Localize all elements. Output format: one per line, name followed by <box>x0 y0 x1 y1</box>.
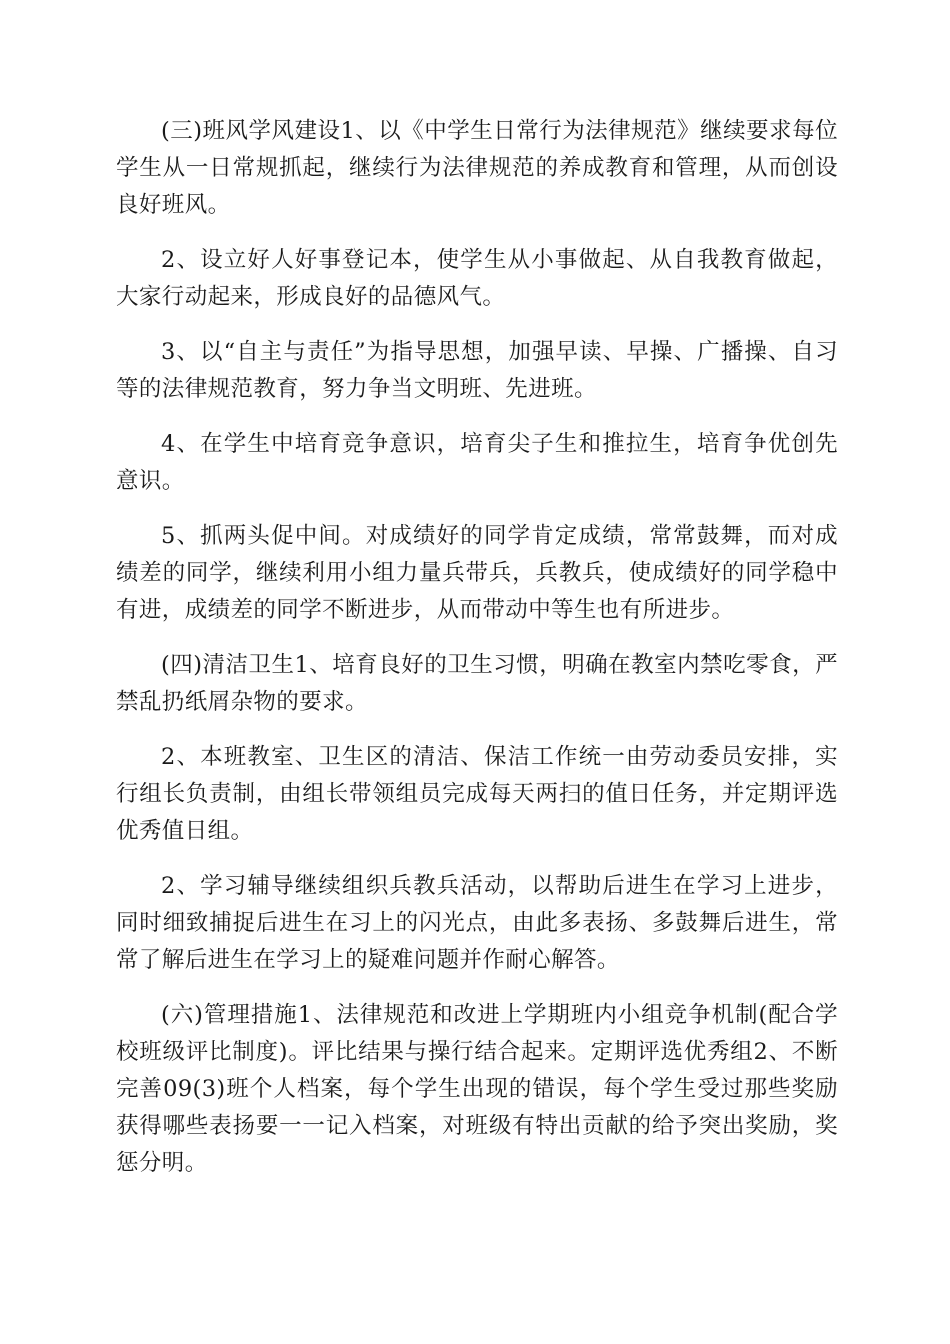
document-body <box>116 113 838 1200</box>
paragraph-management-measures: (六)管理措施1、法律规范和改进上学期班内小组竞争机制(配合学校班级评比制度)。评比结果与操行结合起来。定期评选优秀组2、不断完善09(3)班个人档案，每个学生出现的错误，每个学生受过那些奖励获得哪些表扬要一一记入档案，对班级有特出贡献的给予突出奖励，奖惩分明。 <box>116 1002 838 1176</box>
paragraph-class-style: (三)班风学风建设1、以《中学生日常行为法律规范》继续要求每位学生从一日常规抓起，继续行为法律规范的养成教育和管理，从而创设良好班风。 <box>116 118 838 218</box>
paragraph-good-deeds-register: 2、设立好人好事登记本，使学生从小事做起、从自我教育做起，大家行动起来，形成良好的品德风气。 <box>116 247 838 310</box>
paragraph-cleaning-duty: 2、本班教室、卫生区的清洁、保洁工作统一由劳动委员安排，实行组长负责制，由组长带领组员完成每天两扫的值日任务，并定期评选优秀值日组。 <box>116 744 838 844</box>
paragraph-both-ends: 5、抓两头促中间。对成绩好的同学肯定成绩，常常鼓舞，而对成绩差的同学，继续利用小组力量兵带兵，兵教兵，使成绩好的同学稳中有进，成绩差的同学不断进步，从而带动中等生也有所进步。 <box>116 523 838 623</box>
paragraph-competition-awareness: 4、在学生中培育竞争意识，培育尖子生和推拉生，培育争优创先意识。 <box>116 431 838 494</box>
paragraph-autonomy-responsibility: 3、以“自主与责任”为指导思想，加强早读、早操、广播操、自习等的法律规范教育，努力争当文明班、先进班。 <box>116 339 838 402</box>
paragraph-hygiene: (四)清洁卫生1、培育良好的卫生习惯，明确在教室内禁吃零食，严禁乱扔纸屑杂物的要求。 <box>116 652 838 715</box>
paragraph-tutoring: 2、学习辅导继续组织兵教兵活动，以帮助后进生在学习上进步，同时细致捕捉后进生在习上的闪光点，由此多表扬、多鼓舞后进生，常常了解后进生在学习上的疑难问题并作耐心解答。 <box>116 873 838 973</box>
